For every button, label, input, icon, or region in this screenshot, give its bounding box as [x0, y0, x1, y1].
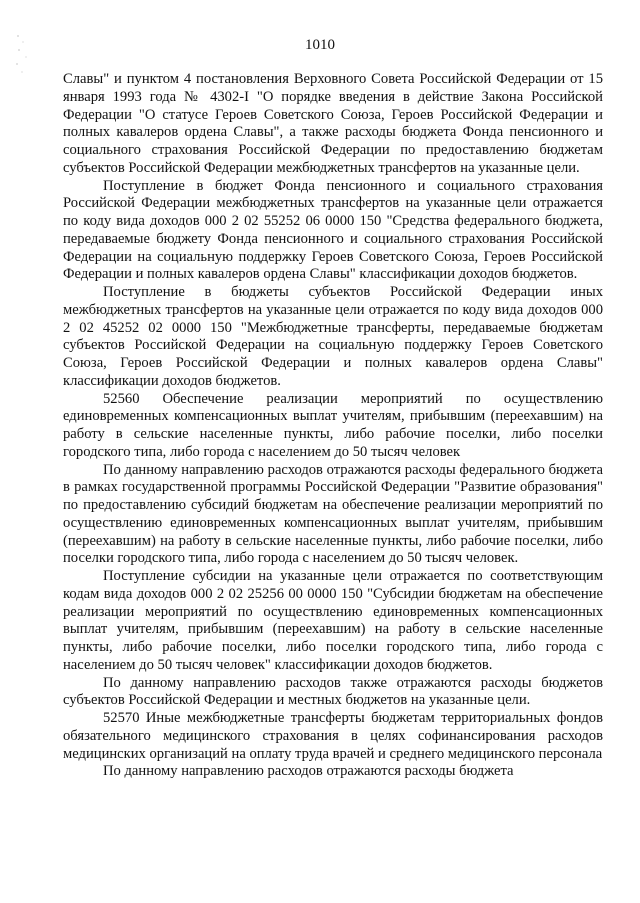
paragraph-8: 52570 Иные межбюджетные трансферты бюджетам территориальных фондов обязательного медицинского страхования в целях софинансирования расходов медицинских организаций на оплату труда врачей и среднего медицинского персонала: [63, 710, 603, 762]
paragraph-6: Поступление субсидии на указанные цели отражается по соответствующим кодам вида доходов 000 2 02 25256 00 0000 150 "Субсидии бюджетам на обеспечение реализации мероприятий по осуществлению единовременных компенсационных выплат учителям, прибывшим (переехавшим) на работу в сельские населенные пункты, либо рабочие поселки, либо поселки городского типа, либо города с населением до 50 тысяч человек" классификации доходов бюджетов.: [63, 568, 603, 673]
paragraph-1: Славы" и пунктом 4 постановления Верховного Совета Российской Федерации от 15 января 1993 года № 4302-I "О порядке введения в действие Закона Российской Федерации "О статусе Героев Советского Союза, Героев Российской Федерации и полных кавалеров ордена Славы", а также расходы бюджета Фонда пенсионного и социального страхования Российской Федерации по предоставлению бюджетам субъектов Российской Федерации межбюджетных трансфертов на указанные цели.: [63, 71, 603, 176]
paragraph-7: По данному направлению расходов также отражаются расходы бюджетов субъектов Российской Федерации и местных бюджетов на указанные цели.: [63, 674, 603, 709]
paragraph-9: По данному направлению расходов отражаются расходы бюджета: [103, 763, 514, 780]
document-body: [63, 71, 603, 781]
paragraph-4: 52560 Обеспечение реализации мероприятий по осуществлению единовременных компенсационных выплат учителям, прибывшим (переехавшим) на работу в сельские населенные пункты, либо рабочие поселки, либо поселки городского типа, либо города с населением до 50 тысяч человек: [63, 390, 603, 460]
paragraph-2: Поступление в бюджет Фонда пенсионного и социального страхования Российской Федерации межбюджетных трансфертов на указанные цели отражается по коду вида доходов 000 2 02 55252 06 0000 150 "Средства федерального бюджета, передаваемые бюджету Фонда пенсионного и социального страхования Российской Федерации на социальную поддержку Героев Советского Союза, Героев Российской Федерации и полных кавалеров ордена Славы" классификации доходов бюджетов.: [63, 177, 603, 283]
paragraph-5: По данному направлению расходов отражаются расходы федерального бюджета в рамках государственной программы Российской Федерации "Развитие образования" по предоставлению субсидий бюджетам на обеспечение реализации мероприятий по осуществлению единовременных компенсационных выплат учителям, прибывшим (переехавшим) на работу в сельские населенные пункты, либо рабочие поселки, либо поселки городского типа, либо города с населением до 50 тысяч человек.: [63, 461, 603, 567]
page-number: 1010: [305, 37, 335, 53]
paragraph-3: Поступление в бюджеты субъектов Российской Федерации иных межбюджетных трансфертов на указанные цели отражается по коду вида доходов 000 2 02 45252 02 0000 150 "Межбюджетные трансферты, передаваемые бюджетам субъектов Российской Федерации на социальную поддержку Героев Советского Союза, Героев Российской Федерации и полных кавалеров ордена Славы" классификации доходов бюджетов.: [63, 284, 603, 389]
